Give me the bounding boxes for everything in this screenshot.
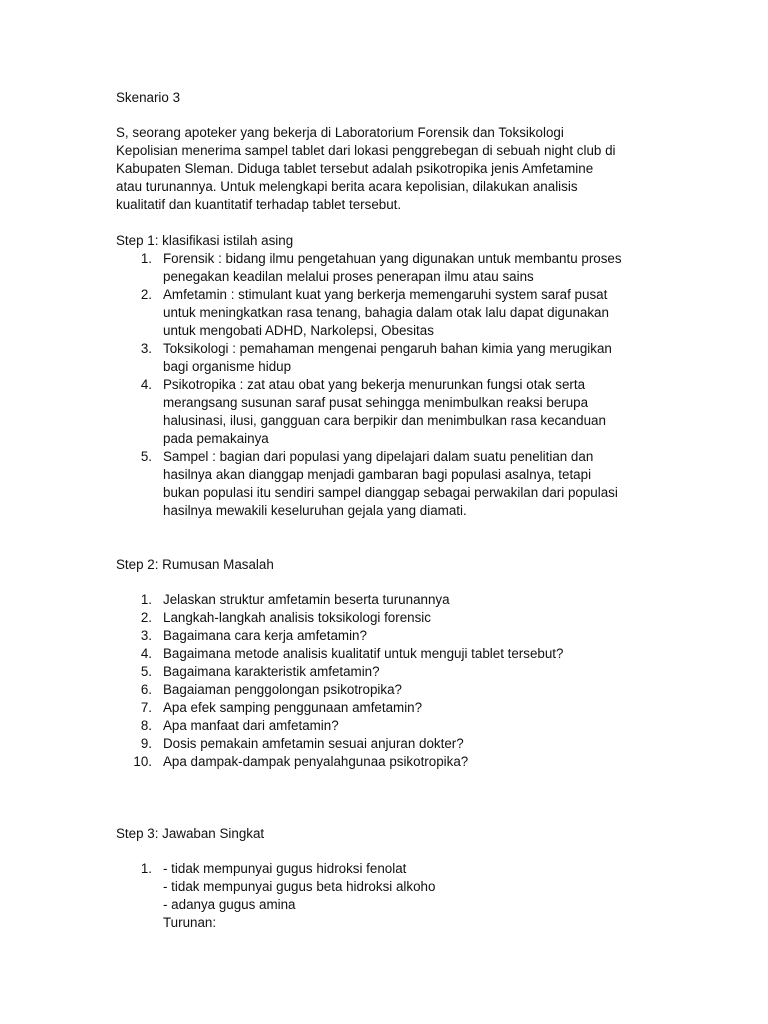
list-item xyxy=(116,627,656,645)
list-item-text: Dosis pemakain amfetamin sesuai anjuran dokter? xyxy=(163,736,464,751)
list-item-text: Psikotropika : zat atau obat yang bekerja menurunkan fungsi otak serta merangsang susunan saraf pusat sehingga menimbulkan reaksi berupa halusinasi, ilusi, gangguan cara berpikir dan menimbulkan rasa kecanduan pada pemakainya xyxy=(163,377,606,446)
list-number: 4. xyxy=(140,646,152,661)
list-item xyxy=(116,376,656,448)
list-item-text: Toksikologi : pemahaman mengenai pengaruh bahan kimia yang merugikan bagi organisme hidup xyxy=(163,341,612,374)
list-item-text: Jelaskan struktur amfetamin beserta turunannya xyxy=(163,592,450,607)
list-item xyxy=(116,735,656,753)
list-item xyxy=(116,591,656,609)
list-number: 2. xyxy=(140,610,152,625)
list-number: 1. xyxy=(140,861,152,876)
list-number: 3. xyxy=(140,341,152,356)
list-item-text: Apa dampak-dampak penyalahgunaa psikotropika? xyxy=(163,754,469,769)
list-number: 10. xyxy=(133,754,152,769)
list-item xyxy=(116,699,656,717)
list-item-text: Apa manfaat dari amfetamin? xyxy=(163,718,339,733)
list-item-text: Sampel : bagian dari populasi yang dipelajari dalam suatu penelitian dan hasilnya akan dianggap menjadi gambaran bagi populasi asalnya, tetapi bukan populasi itu sendiri sampel dianggap sebagai perwakilan dari populasi hasilnya mewakili keseluruhan gejala yang diamati. xyxy=(163,449,618,518)
list-number: 5. xyxy=(140,664,152,679)
list-number: 6. xyxy=(140,682,152,697)
document-title: Skenario 3 xyxy=(116,90,181,105)
list-item xyxy=(116,609,656,627)
list-number: 7. xyxy=(140,700,152,715)
list-item-text: Forensik : bidang ilmu pengetahuan yang digunakan untuk membantu proses penegakan keadilan melalui proses penerapan ilmu atau sains xyxy=(163,251,622,284)
step2-heading: Step 2: Rumusan Masalah xyxy=(116,557,274,572)
step1-list xyxy=(116,250,656,520)
list-number: 1. xyxy=(140,251,152,266)
list-item xyxy=(116,860,656,932)
list-item xyxy=(116,681,656,699)
list-item-text: Bagaimana metode analisis kualitatif untuk menguji tablet tersebut? xyxy=(163,646,564,661)
list-item-text: Bagaimana cara kerja amfetamin? xyxy=(163,628,367,643)
list-number: 5. xyxy=(140,449,152,464)
list-number: 3. xyxy=(140,628,152,643)
list-item xyxy=(116,645,656,663)
scenario-paragraph: S, seorang apoteker yang bekerja di Laboratorium Forensik dan Toksikologi Kepolisian menerima sampel tablet dari lokasi penggrebegan di sebuah night club di Kabupaten Sleman. Diduga tablet tersebut adalah psikotropika jenis Amfetamine atau turunannya. Untuk melengkapi berita acara kepolisian, dilakukan analisis kualitatif dan kuantitatif terhadap tablet tersebut. xyxy=(116,125,616,212)
list-item-text: - tidak mempunyai gugus hidroksi fenolat - tidak mempunyai gugus beta hidroksi alkoho - adanya gugus amina Turunan: xyxy=(163,861,436,930)
step2-list xyxy=(116,591,656,771)
list-number: 9. xyxy=(140,736,152,751)
list-item xyxy=(116,250,656,286)
step1-heading: Step 1: klasifikasi istilah asing xyxy=(116,233,294,248)
list-item xyxy=(116,717,656,735)
list-item xyxy=(116,448,656,520)
step3-heading: Step 3: Jawaban Singkat xyxy=(116,826,265,841)
list-item-text: Bagaimana karakteristik amfetamin? xyxy=(163,664,380,679)
list-number: 1. xyxy=(140,592,152,607)
list-number: 2. xyxy=(140,287,152,302)
list-item-text: Apa efek samping penggunaan amfetamin? xyxy=(163,700,423,715)
list-item-text: Langkah-langkah analisis toksikologi forensic xyxy=(163,610,431,625)
list-item xyxy=(116,340,656,376)
document-content xyxy=(116,89,656,932)
list-number: 8. xyxy=(140,718,152,733)
list-item xyxy=(116,286,656,340)
list-item xyxy=(116,663,656,681)
list-item xyxy=(116,753,656,771)
list-number: 4. xyxy=(140,377,152,392)
step3-list xyxy=(116,860,656,932)
list-item-text: Bagaiaman penggolongan psikotropika? xyxy=(163,682,402,697)
list-item-text: Amfetamin : stimulant kuat yang berkerja memengaruhi system saraf pusat untuk meningkatkan rasa tenang, bahagia dalam otak lalu dapat digunakan untuk mengobati ADHD, Narkolepsi, Obesitas xyxy=(163,287,609,338)
